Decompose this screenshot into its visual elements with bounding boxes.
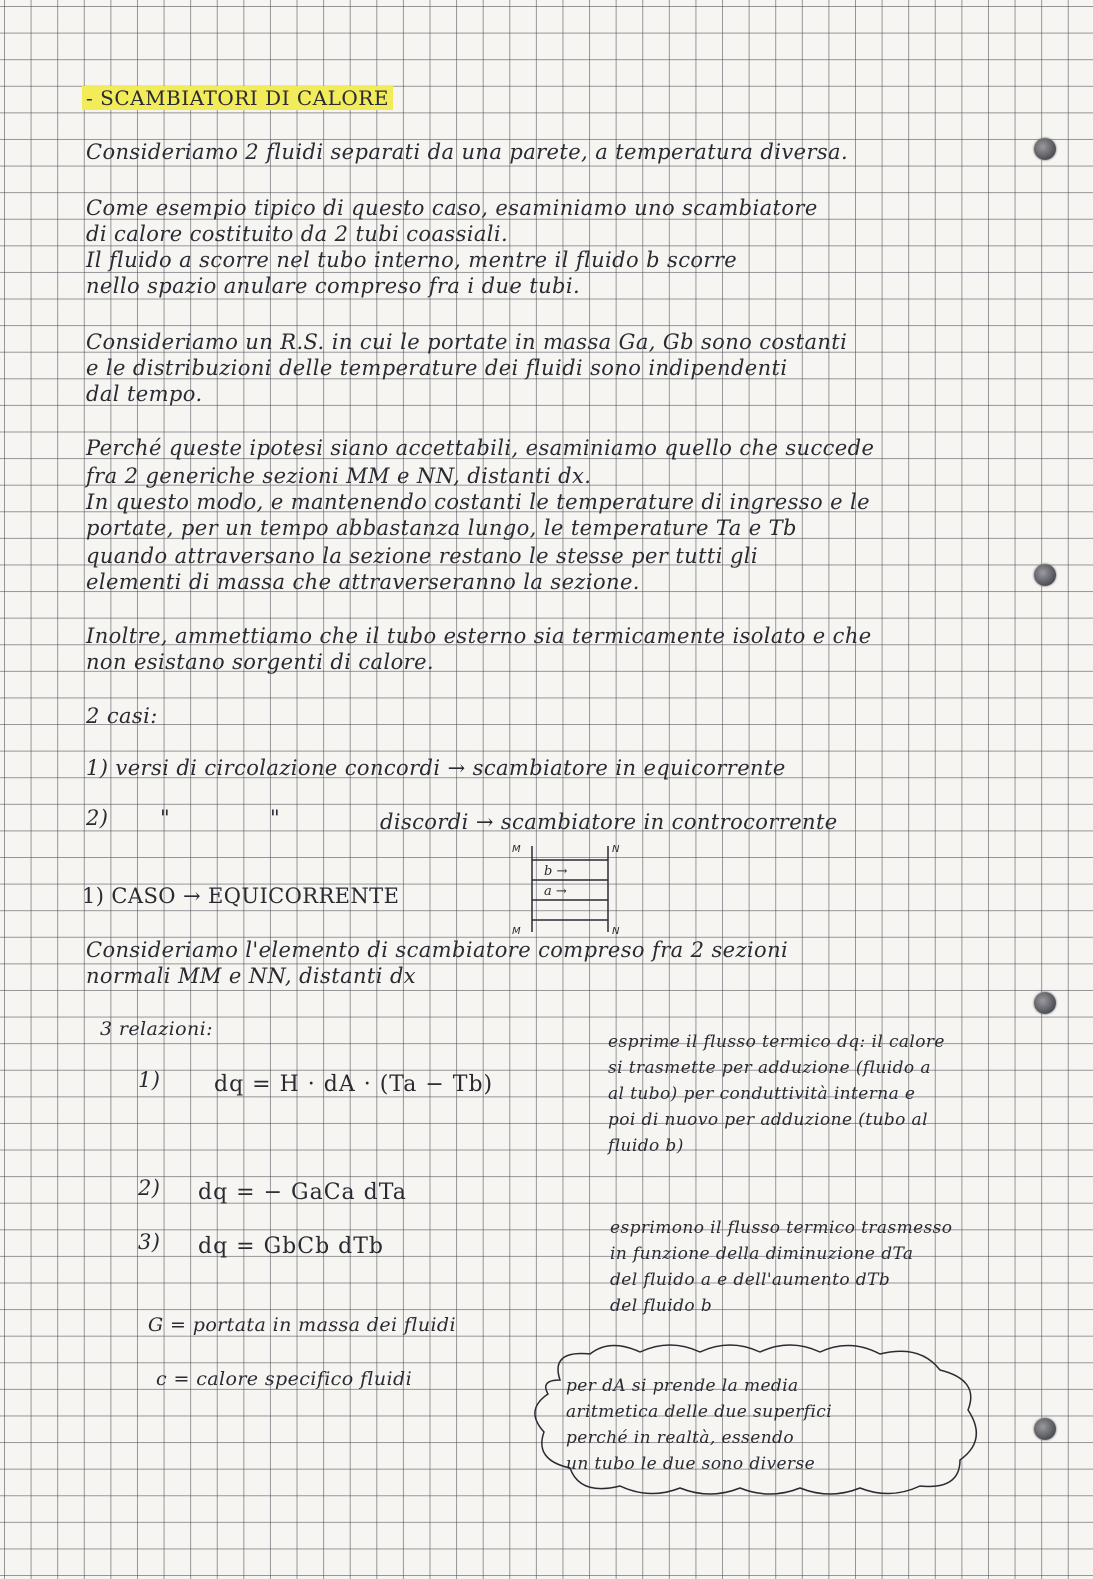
binder-hole-1 — [1034, 138, 1056, 160]
relation-1-number: 1) — [138, 1068, 161, 1092]
relation-2-formula: dq = − GaCa dTa — [198, 1180, 407, 1205]
note-line: del fluido b — [610, 1296, 713, 1316]
paragraph-line: elementi di massa che attraverseranno la sezione. — [86, 570, 640, 594]
paragraph-line: normali MM e NN, distanti dx — [86, 964, 417, 988]
cloud-note-line: per dA si prende la media — [566, 1376, 799, 1396]
title-highlight: - SCAMBIATORI DI CALORE — [82, 86, 393, 110]
diagram-label-N: N — [612, 844, 620, 855]
note-line: poi di nuovo per adduzione (tubo al — [608, 1110, 928, 1130]
note-line: esprime il flusso termico dq: il calore — [608, 1032, 945, 1052]
relation-3-formula: dq = GbCb dTb — [198, 1234, 384, 1259]
paragraph-line: e le distribuzioni delle temperature dei fluidi sono indipendenti — [86, 356, 788, 380]
paragraph-line: In questo modo, e mantenendo costanti le temperature di ingresso e le — [86, 490, 870, 514]
page-title — [82, 86, 393, 110]
ditto-mark: " — [160, 806, 171, 830]
binder-hole-2 — [1034, 564, 1056, 586]
case-2-number: 2) — [86, 806, 109, 830]
ditto-mark: " — [270, 806, 281, 830]
cloud-note-line: un tubo le due sono diverse — [566, 1454, 816, 1474]
definition-c: c = calore specifico fluidi — [156, 1368, 413, 1390]
note-line: fluido b) — [608, 1136, 684, 1156]
coaxial-tube-diagram — [510, 840, 630, 936]
paragraph-line: Il fluido a scorre nel tubo interno, mentre il fluido b scorre — [86, 248, 738, 272]
note-line: esprimono il flusso termico trasmesso — [610, 1218, 953, 1238]
cloud-note-line: aritmetica delle due superfici — [566, 1402, 833, 1422]
diagram-label-M: M — [512, 926, 521, 936]
case-2: discordi → scambiatore in controcorrente — [380, 810, 838, 834]
cloud-note-line: perché in realtà, essendo — [566, 1428, 794, 1448]
paragraph-line: non esistano sorgenti di calore. — [86, 650, 434, 674]
diagram-label-M: M — [512, 844, 521, 855]
cases-label: 2 casi: — [86, 704, 158, 728]
case-1: 1) versi di circolazione concordi → scambiatore in equicorrente — [86, 756, 786, 780]
paragraph-line: nello spazio anulare compreso fra i due tubi. — [86, 274, 581, 298]
paragraph-line: Consideriamo un R.S. in cui le portate in massa Ga, Gb sono costanti — [86, 330, 848, 354]
paragraph-line: Consideriamo l'elemento di scambiatore compreso fra 2 sezioni — [86, 938, 789, 962]
relation-1-formula: dq = H · dA · (Ta − Tb) — [214, 1072, 494, 1097]
paragraph-line: Inoltre, ammettiamo che il tubo esterno sia termicamente isolato e che — [86, 624, 872, 648]
paragraph-line: portate, per un tempo abbastanza lungo, le temperature Ta e Tb — [86, 516, 797, 540]
binder-hole-4 — [1034, 1418, 1056, 1440]
note-line: del fluido a e dell'aumento dTb — [610, 1270, 891, 1290]
paragraph-line: Consideriamo 2 fluidi separati da una parete, a temperatura diversa. — [86, 140, 849, 164]
paragraph-line: Perché queste ipotesi siano accettabili, esaminiamo quello che succede — [86, 436, 875, 460]
binder-hole-3 — [1034, 992, 1056, 1014]
note-line: al tubo) per conduttività interna e — [608, 1084, 916, 1104]
relation-2-number: 2) — [138, 1176, 161, 1200]
relation-3-number: 3) — [138, 1230, 161, 1254]
relations-label: 3 relazioni: — [100, 1018, 213, 1040]
paragraph-line: quando attraversano la sezione restano le stesse per tutti gli — [86, 544, 759, 568]
diagram-label-b: b → — [544, 864, 568, 879]
diagram-label-N: N — [612, 926, 620, 936]
diagram-label-a: a → — [544, 884, 567, 899]
section-heading: 1) CASO → EQUICORRENTE — [82, 884, 400, 908]
paragraph-line: dal tempo. — [86, 382, 203, 406]
paragraph-line: fra 2 generiche sezioni MM e NN, distanti dx. — [86, 464, 592, 488]
note-line: in funzione della diminuzione dTa — [610, 1244, 914, 1264]
definition-G: G = portata in massa dei fluidi — [148, 1314, 456, 1336]
paragraph-line: Come esempio tipico di questo caso, esaminiamo uno scambiatore — [86, 196, 818, 220]
note-line: si trasmette per adduzione (fluido a — [608, 1058, 931, 1078]
paragraph-line: di calore costituito da 2 tubi coassiali. — [86, 222, 509, 246]
